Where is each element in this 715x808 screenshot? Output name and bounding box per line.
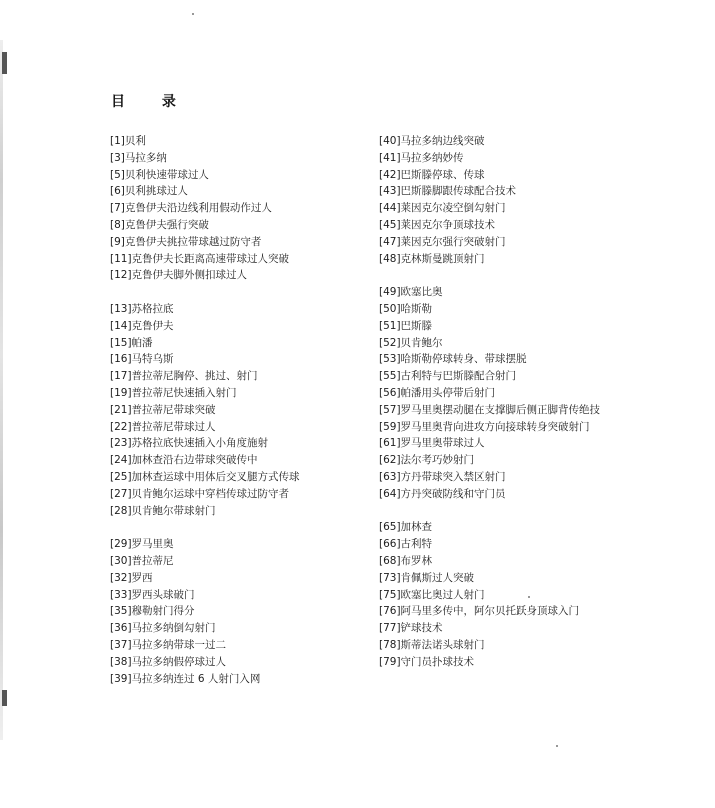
toc-entry[interactable]: [48]克林斯曼跳顶射门	[379, 252, 485, 265]
toc-entry[interactable]: [59]罗马里奥背向进攻方向接球转身突破射门	[379, 420, 590, 433]
toc-entry[interactable]: [42]巴斯滕停球、传球	[379, 168, 485, 181]
toc-entry[interactable]: [61]罗马里奥带球过人	[379, 437, 485, 450]
toc-entry[interactable]: [68]布罗林	[379, 554, 433, 567]
toc-entry[interactable]: [7]克鲁伊夫沿边线利用假动作过人	[110, 202, 272, 215]
toc-entry[interactable]: [41]马拉多纳妙传	[379, 151, 464, 164]
toc-entry[interactable]: [17]普拉蒂尼胸停、挑过、射门	[110, 370, 258, 383]
toc-entry[interactable]: [55]古利特与巴斯滕配合射门	[379, 370, 517, 383]
toc-entry[interactable]: [29]罗马里奥	[110, 538, 174, 551]
toc-column-left	[110, 133, 360, 687]
toc-entry[interactable]: [19]普拉蒂尼快速插入射门	[110, 386, 237, 399]
toc-entry[interactable]: [64]方丹突破防线和守门员	[379, 487, 506, 500]
toc-entry[interactable]: [39]马拉多纳连过 6 人射门入网	[110, 672, 261, 685]
toc-entry[interactable]: [63]方丹带球突入禁区射门	[379, 470, 506, 483]
group-spacer	[110, 519, 360, 536]
toc-entry[interactable]: [53]哈斯勒停球转身、带球摆脱	[379, 353, 527, 366]
toc-entry[interactable]: [27]贝肯鲍尔运球中穿档传球过防守者	[110, 487, 290, 500]
toc-entry[interactable]: [3]马拉多纳	[110, 151, 167, 164]
toc-entry[interactable]: [11]克鲁伊夫长距离高速带球过人突破	[110, 252, 290, 265]
toc-entry[interactable]: [22]普拉蒂尼带球过人	[110, 420, 216, 433]
page-title: 目 录	[111, 94, 192, 110]
toc-entry[interactable]: [77]铲球技术	[379, 622, 443, 635]
toc-entry[interactable]: [79]守门员扑球技术	[379, 655, 475, 668]
toc-entry[interactable]: [56]帕潘用头停带后射门	[379, 386, 496, 399]
toc-entry[interactable]: [51]巴斯滕	[379, 319, 433, 332]
toc-entry[interactable]: [52]贝肯鲍尔	[379, 336, 443, 349]
toc-entry[interactable]: [47]莱因克尔强行突破射门	[379, 235, 506, 248]
toc-entry[interactable]: [57]罗马里奥摆动腿在支撑脚后侧正脚背传绝技	[379, 403, 601, 416]
dust-speck	[192, 13, 194, 15]
toc-entry[interactable]: [65]加林查	[379, 521, 433, 534]
scan-edge-mark	[2, 52, 7, 74]
toc-entry[interactable]: [23]苏格拉底快速插入小角度施射	[110, 437, 269, 450]
group-spacer	[110, 284, 360, 301]
toc-entry[interactable]: [14]克鲁伊夫	[110, 319, 174, 332]
toc-entry[interactable]: [30]普拉蒂尼	[110, 554, 174, 567]
toc-entry[interactable]: [25]加林查运球中用体后交叉腿方式传球	[110, 470, 300, 483]
toc-entry[interactable]: [21]普拉蒂尼带球突破	[110, 403, 216, 416]
toc-entry[interactable]: [28]贝肯鲍尔带球射门	[110, 504, 216, 517]
toc-entry[interactable]: [5]贝利快速带球过人	[110, 168, 209, 181]
group-spacer	[379, 267, 699, 284]
toc-entry[interactable]: [76]阿马里多传中，阿尔贝托跃身顶球入门	[379, 605, 580, 618]
toc-entry[interactable]: [44]莱因克尔凌空倒勾射门	[379, 202, 506, 215]
toc-entry[interactable]: [1]贝利	[110, 135, 146, 147]
toc-entry[interactable]: [36]马拉多纳倒勾射门	[110, 622, 216, 635]
toc-entry[interactable]: [8]克鲁伊夫强行突破	[110, 218, 209, 231]
toc-entry[interactable]: [73]肯佩斯过人突破	[379, 571, 475, 584]
scan-edge-shadow	[0, 40, 3, 740]
scan-edge-mark	[2, 690, 7, 706]
toc-entry[interactable]: [35]穆勒射门得分	[110, 605, 195, 618]
dust-speck	[556, 745, 558, 747]
toc-entry[interactable]: [16]马特乌斯	[110, 353, 174, 366]
toc-column-right	[379, 133, 699, 671]
toc-entry[interactable]: [49]欧塞比奥	[379, 286, 443, 299]
toc-entry[interactable]: [32]罗西	[110, 571, 153, 584]
toc-entry[interactable]: [43]巴斯滕脚跟传球配合技术	[379, 185, 517, 198]
group-spacer	[379, 503, 699, 520]
toc-entry[interactable]: [15]帕潘	[110, 336, 153, 349]
toc-entry[interactable]: [12]克鲁伊夫脚外侧扣球过人	[110, 269, 248, 282]
toc-entry[interactable]: [45]莱因克尔争顶球技术	[379, 218, 496, 231]
toc-entry[interactable]: [38]马拉多纳假停球过人	[110, 655, 227, 668]
toc-entry[interactable]: [37]马拉多纳带球一过二	[110, 638, 227, 651]
toc-entry[interactable]: [40]马拉多纳边线突破	[379, 135, 485, 147]
toc-entry[interactable]: [78]斯蒂法诺头球射门	[379, 638, 485, 651]
toc-entry[interactable]: [66]古利特	[379, 538, 433, 551]
toc-entry[interactable]: [75]欧塞比奥过人射门	[379, 588, 485, 601]
toc-entry[interactable]: [33]罗西头球破门	[110, 588, 195, 601]
toc-entry[interactable]: [6]贝利挑球过人	[110, 185, 188, 198]
toc-entry[interactable]: [24]加林查沿右边带球突破传中	[110, 454, 258, 467]
toc-entry[interactable]: [50]哈斯勒	[379, 302, 433, 315]
toc-entry[interactable]: [13]苏格拉底	[110, 302, 174, 315]
toc-entry[interactable]: [9]克鲁伊夫挑拉带球越过防守者	[110, 235, 262, 248]
toc-entry[interactable]: [62]法尔考巧妙射门	[379, 454, 475, 467]
